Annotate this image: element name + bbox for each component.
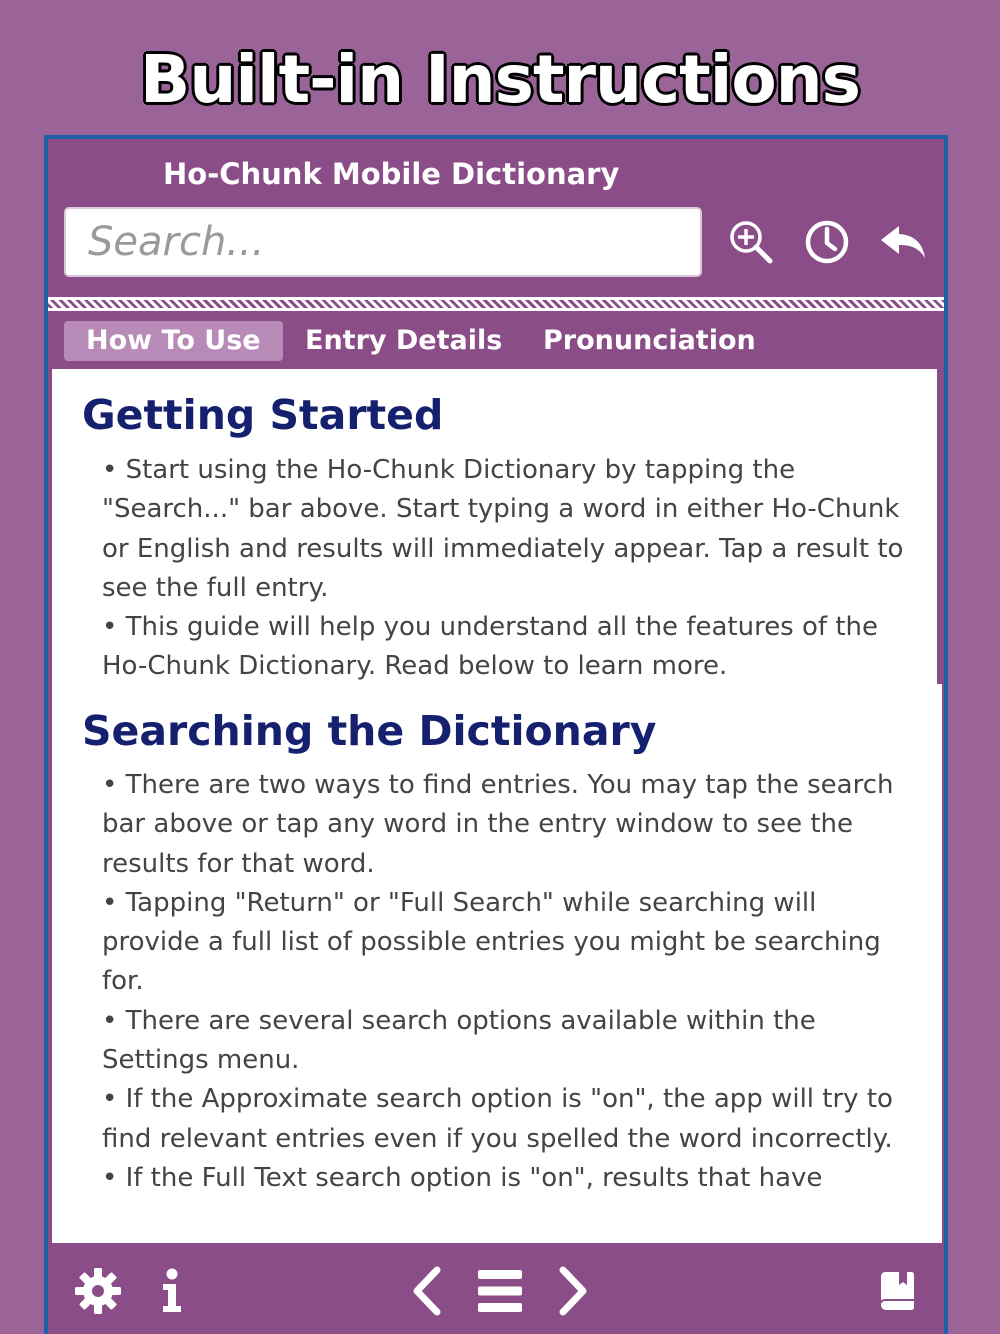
section-title-getting-started: Getting Started bbox=[82, 391, 444, 439]
bullet-text: • There are two ways to find entries. You may tap the search bar above or tap any word in the entry window to see the results for that word. bbox=[102, 770, 894, 879]
menu-icon bbox=[477, 1267, 523, 1315]
info-button[interactable] bbox=[152, 1265, 192, 1317]
bullet-text: • Tapping "Return" or "Full Search" while searching will provide a full list of possible entries you might be searching for. bbox=[102, 887, 881, 997]
bullet-text: • There are several search options available within the Settings menu. bbox=[102, 1005, 816, 1076]
bullet-text: • If the Approximate search option is "on", the app will try to find relevant entries even if you spelled the word incorrectly. bbox=[102, 1084, 893, 1154]
bullet-text: • This guide will help you understand all the features of the Ho-Chunk Dictionary. Read below to learn more. bbox=[102, 612, 878, 682]
app-window bbox=[44, 135, 948, 1334]
gear-icon bbox=[73, 1266, 123, 1316]
previous-button[interactable] bbox=[404, 1265, 450, 1317]
banner-title: Built-in Instructions bbox=[140, 41, 860, 118]
getting-started-body bbox=[102, 451, 922, 687]
bullet-text: • Start using the Ho-Chunk Dictionary by tapping the "Search..." bar above. Start typing a word in either Ho-Chunk or English and results will immediately appear. Tap a result to see the full entry. bbox=[102, 455, 904, 603]
chevron-right-icon bbox=[556, 1266, 590, 1316]
zoom-in-button[interactable] bbox=[724, 215, 778, 269]
bookmark-book-icon bbox=[879, 1269, 915, 1313]
search-input[interactable] bbox=[64, 207, 702, 277]
tab-pronunciation[interactable]: Pronunciation bbox=[543, 325, 756, 356]
history-button[interactable] bbox=[800, 215, 854, 269]
info-icon bbox=[160, 1268, 184, 1314]
app-title: Ho-Chunk Mobile Dictionary bbox=[163, 157, 620, 191]
bottom-toolbar bbox=[48, 1243, 948, 1334]
tab-how-to-use[interactable]: How To Use bbox=[64, 321, 283, 361]
decorative-pattern-strip bbox=[48, 297, 948, 311]
settings-button[interactable] bbox=[70, 1265, 126, 1317]
menu-button[interactable] bbox=[472, 1265, 528, 1317]
back-arrow-icon bbox=[879, 222, 927, 262]
next-button[interactable] bbox=[550, 1265, 596, 1317]
tab-bar bbox=[48, 315, 948, 365]
scrollbar[interactable] bbox=[937, 369, 942, 684]
bookmarks-button[interactable] bbox=[874, 1265, 920, 1317]
back-button[interactable] bbox=[876, 215, 930, 269]
searching-body bbox=[102, 766, 922, 1198]
instructions-content[interactable] bbox=[52, 369, 942, 1243]
bullet-text: • If the Full Text search option is "on", results that have bbox=[102, 1162, 823, 1193]
chevron-left-icon bbox=[410, 1266, 444, 1316]
tab-entry-details[interactable]: Entry Details bbox=[305, 325, 503, 356]
history-clock-icon bbox=[803, 218, 851, 266]
zoom-in-icon bbox=[728, 219, 774, 265]
section-title-searching: Searching the Dictionary bbox=[82, 707, 657, 755]
